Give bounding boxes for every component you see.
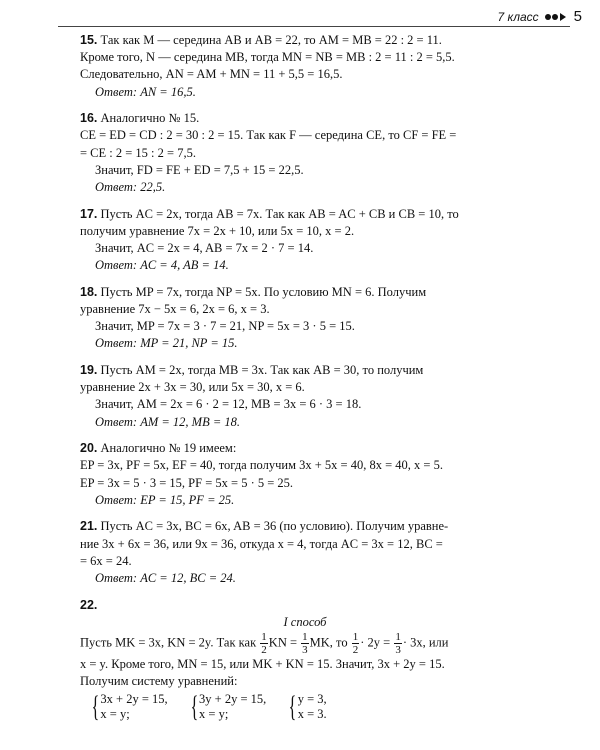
- problem-number: 19.: [80, 363, 98, 378]
- problem-line: Так как M — середина AB и AB = 22, то AM = MB = 22 : 2 = 11.: [100, 33, 442, 47]
- answer-label: Ответ:: [95, 84, 138, 99]
- problem-line: Пусть MP = 7x, тогда NP = 5x. По условию MN = 6. Получим: [100, 284, 427, 299]
- problem-number: 20.: [80, 441, 98, 456]
- problem-line: EP = 3x = 5 · 3 = 15, PF = 5x = 5 · 5 = 25.: [80, 475, 294, 490]
- problem-number: 17.: [80, 206, 98, 221]
- equation: x = 3.: [297, 707, 327, 722]
- equation: x = y;: [199, 707, 229, 722]
- equation: 3x + 2y = 15,: [100, 692, 168, 707]
- problem-line: Значит, AM = 2x = 6 · 2 = 12, MB = 3x = 6 · 3 = 18.: [95, 397, 362, 412]
- denominator: 2: [261, 644, 267, 657]
- dots-arrow-icon: [545, 13, 566, 21]
- problem-line: получим уравнение 7x = 2x + 10, или 5x = 10, x = 2.: [80, 223, 355, 238]
- fraction: [301, 631, 309, 656]
- numerator: 1: [261, 631, 267, 644]
- fraction: [394, 631, 402, 656]
- equation-system: [85, 692, 168, 722]
- problem-15: [80, 32, 530, 101]
- answer-value: EP = 15, PF = 25.: [140, 492, 235, 507]
- method-heading: I способ: [283, 614, 327, 629]
- left-brace-icon: {: [288, 690, 297, 724]
- equation-systems: [80, 692, 530, 722]
- problem-line: Получим систему уравнений:: [80, 674, 238, 689]
- fraction: [260, 631, 268, 656]
- problem-17: [80, 206, 530, 275]
- problem-line: ние 3x + 6x = 36, или 9x = 36, откуда x = 4, тогда AC = 3x = 12, BC =: [80, 536, 443, 551]
- page-number: 5: [573, 8, 582, 25]
- problem-18: [80, 284, 530, 353]
- problem-20: [80, 440, 530, 509]
- equation-system: [184, 692, 267, 722]
- numerator: 1: [302, 631, 308, 644]
- answer-value: AN = 16,5.: [140, 84, 196, 99]
- problem-line: x = y. Кроме того, MN = 15, или MK + KN = 15. Значит, 3x + 2y = 15.: [80, 657, 445, 672]
- answer-value: 22,5.: [140, 180, 166, 195]
- answer-label: Ответ:: [95, 414, 138, 429]
- text-segment: Пусть MK = 3x, KN = 2y. Так как: [80, 635, 257, 650]
- equation: y = 3,: [297, 692, 327, 707]
- answer-value: MP = 21, NP = 15.: [140, 336, 238, 351]
- equation: 3y + 2y = 15,: [199, 692, 267, 707]
- answer-label: Ответ:: [95, 258, 138, 273]
- answer-value: AC = 12, BC = 24.: [140, 571, 236, 586]
- problem-line: Пусть AC = 2x, тогда AB = 7x. Так как AB = AC + CB и CB = 10, то: [100, 206, 459, 221]
- equation-system: [282, 692, 326, 722]
- denominator: 3: [302, 644, 308, 657]
- problem-19: [80, 362, 530, 431]
- problem-line: Пусть AC = 3x, BC = 6x, AB = 36 (по условию). Получим уравне-: [100, 519, 449, 534]
- problem-line-fractions: [80, 631, 530, 656]
- problem-line: Значит, FD = FE + ED = 7,5 + 15 = 22,5.: [95, 162, 304, 177]
- page-header: [498, 8, 582, 25]
- problem-number: 15.: [80, 33, 98, 47]
- problem-line: = CE : 2 = 15 : 2 = 7,5.: [80, 145, 196, 160]
- problem-line: = 6x = 24.: [80, 553, 132, 568]
- problem-line: Аналогично № 19 имеем:: [100, 441, 237, 456]
- problem-line: Аналогично № 15.: [100, 111, 200, 126]
- problem-line: EP = 3x, PF = 5x, EF = 40, тогда получим 3x + 5x = 40, 8x = 40, x = 5.: [80, 458, 443, 473]
- problem-number: 18.: [80, 284, 98, 299]
- problem-21: [80, 518, 530, 587]
- solutions-content: [80, 32, 530, 732]
- answer-value: AM = 12, MB = 18.: [140, 414, 241, 429]
- denominator: 3: [395, 644, 401, 657]
- problem-16: [80, 110, 530, 196]
- text-segment: · 3x, или: [402, 635, 449, 650]
- text-segment: MK, то: [309, 635, 348, 650]
- text-segment: KN =: [268, 635, 298, 650]
- numerator: 1: [352, 631, 359, 644]
- problem-line: Пусть AM = 2x, тогда MB = 3x. Так как AB = 30, то получим: [100, 363, 424, 378]
- problem-number: 22.: [80, 597, 98, 612]
- problem-line: Следовательно, AN = AM + MN = 11 + 5,5 = 16,5.: [80, 67, 343, 82]
- answer-value: AC = 4, AB = 14.: [140, 258, 229, 273]
- answer-label: Ответ:: [95, 180, 138, 195]
- class-label: 7 класс: [497, 9, 539, 24]
- fraction: [352, 631, 360, 656]
- answer-label: Ответ:: [95, 571, 138, 586]
- problem-line: CE = ED = CD : 2 = 30 : 2 = 15. Так как F — середина CE, то CF = FE =: [80, 128, 457, 143]
- problem-line: Кроме того, N — середина MB, тогда MN = NB = MB : 2 = 11 : 2 = 5,5.: [80, 50, 455, 65]
- problem-number: 16.: [80, 111, 98, 126]
- text-segment: · 2y =: [360, 635, 391, 650]
- problem-line: Значит, AC = 2x = 4, AB = 7x = 2 · 7 = 14.: [95, 241, 314, 256]
- problem-line: Значит, MP = 7x = 3 · 7 = 21, NP = 5x = 3 · 5 = 15.: [95, 319, 355, 334]
- numerator: 1: [395, 631, 401, 644]
- equation: x = y;: [100, 707, 130, 722]
- denominator: 2: [352, 644, 359, 657]
- problem-number: 21.: [80, 519, 98, 534]
- problem-line: уравнение 2x + 3x = 30, или 5x = 30, x = 6.: [80, 380, 305, 395]
- header-rule: [58, 26, 570, 27]
- problem-line: уравнение 7x − 5x = 6, 2x = 6, x = 3.: [80, 302, 270, 317]
- answer-label: Ответ:: [95, 336, 138, 351]
- left-brace-icon: {: [190, 690, 199, 724]
- answer-label: Ответ:: [95, 492, 138, 507]
- problem-22: [80, 597, 530, 723]
- left-brace-icon: {: [91, 690, 100, 724]
